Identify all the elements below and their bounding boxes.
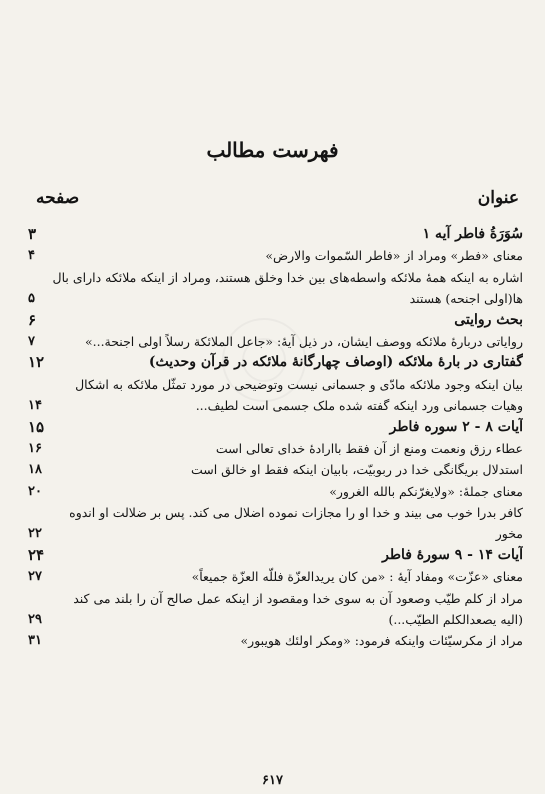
toc-entry xyxy=(28,331,523,352)
toc-entry xyxy=(28,267,523,288)
toc-entry-page: ۵ xyxy=(28,291,35,307)
toc-entry-page: ۲۲ xyxy=(28,526,42,542)
toc-entry-page: ۷ xyxy=(28,333,35,349)
toc-entry-text: گفتاری در بارهٔ ملائکه (اوصاف چهارگانهٔ ملائکه در قرآن وحدیث) xyxy=(148,354,523,371)
toc-entry-text: اشاره به اینکه همهٔ ملائکه واسطه‌های بین خدا وخلق هستند، ومراد از اینکه ملائکه دارای بال xyxy=(52,269,523,285)
toc-entry-text: بیان اینکه وجود ملائکه مادّی و جسمانی نیست وتوضیحی در مورد تمثّل ملائکه به اشکال xyxy=(75,376,523,392)
toc-entry xyxy=(28,395,523,416)
toc-entry-page: ۱۶ xyxy=(28,440,42,456)
page-title: فهرست مطالب xyxy=(206,138,339,162)
toc-entry-page: ۴ xyxy=(28,248,35,264)
toc-entry-page: ۲۹ xyxy=(28,612,42,628)
toc-entry-text: (الیه یصعدالکلم الطیّب...) xyxy=(388,612,523,628)
toc-entry xyxy=(28,245,523,266)
toc-entry-page: ۳۱ xyxy=(28,633,42,649)
toc-entry xyxy=(28,459,523,480)
toc-entry-text: وهیات جسمانی ورد اینکه گفته شده ملک جسمی است لطیف... xyxy=(195,398,523,414)
toc-entry xyxy=(28,481,523,502)
toc-entry xyxy=(28,224,523,245)
toc-entry-text: معنای «فطر» ومراد از «فاطر السّموات والارض» xyxy=(265,248,523,264)
toc-entry xyxy=(28,502,523,523)
toc-entry-text: مراد از کلم طیّب وصعود آن به سوی خدا ومقصود از اینکه عمل صالح آن را بلند می کند xyxy=(73,590,523,606)
toc-entry-page: ۳ xyxy=(28,225,37,243)
toc-entry-page: ۱۴ xyxy=(28,398,42,414)
column-header-page: صفحه xyxy=(36,188,80,208)
toc-entry xyxy=(28,288,523,309)
toc-entry-text: استدلال بریگانگی خدا در ربوبیّت، بابیان اینکه فقط او خالق است xyxy=(190,462,523,478)
toc-entry-text: آیات ۸ - ۲ سوره فاطر xyxy=(389,418,523,435)
toc-entry xyxy=(28,609,523,630)
column-header-topic: عنوان xyxy=(477,188,519,208)
toc-entry xyxy=(28,523,523,544)
toc-entry-text: معنای جملهٔ: «ولایغرّنکم بالله الغرور» xyxy=(329,483,523,499)
toc-entry-page: ۲۴ xyxy=(28,545,45,564)
toc-entry-page: ۲۷ xyxy=(28,569,42,585)
toc-entry xyxy=(28,630,523,651)
toc-entry-page: ۱۲ xyxy=(28,353,45,372)
toc-entry-page: ۶ xyxy=(28,310,37,329)
toc-entry xyxy=(28,588,523,609)
toc-entry xyxy=(28,374,523,395)
toc-entry xyxy=(28,566,523,587)
toc-entry-text: بحث روایتی xyxy=(454,311,523,328)
toc-entry-text: معنای «عزّت» ومفاد آیهٔ : «من کان یریدالعزّة فللّه العزّة جمیعاً» xyxy=(191,569,523,585)
toc-entry-page: ۲۰ xyxy=(28,483,42,499)
toc-entry-text: کافر بدرا خوب می بیند و خدا او را مجازات نموده اضلال می کند. پس بر ضلالت او اندوه xyxy=(69,505,523,521)
page-number: ۶۱۷ xyxy=(262,773,283,788)
toc-entry xyxy=(28,310,523,331)
toc-entry-text: عطاء رزق ونعمت ومنع از آن فقط باارادهٔ خدای تعالی است xyxy=(215,440,523,456)
toc-entry xyxy=(28,417,523,438)
toc-entry xyxy=(28,352,523,373)
table-of-contents xyxy=(28,224,523,652)
toc-entry xyxy=(28,438,523,459)
toc-entry-text: سُوَرَةُ فاطر آیه ۱ xyxy=(422,226,523,242)
toc-entry xyxy=(28,545,523,566)
toc-entry-page: ۱۸ xyxy=(28,462,42,478)
toc-entry-page: ۱۵ xyxy=(28,417,45,436)
toc-entry-text: ها(اولی اجنحه) هستند xyxy=(409,291,523,307)
toc-entry-text: آیات ۱۴ - ۹ سورهٔ فاطر xyxy=(382,546,523,563)
toc-entry-text: مخور xyxy=(495,526,523,542)
toc-entry-text: مراد از مکرسیّئات واینکه فرمود: «ومکر اولئك هویبور» xyxy=(240,633,523,649)
toc-entry-text: روایاتی دربارهٔ ملائکه ووصف ایشان، در ذیل آیهٔ: «جاعل الملائکة رسلاً اولی اجنحة...» xyxy=(84,333,523,349)
